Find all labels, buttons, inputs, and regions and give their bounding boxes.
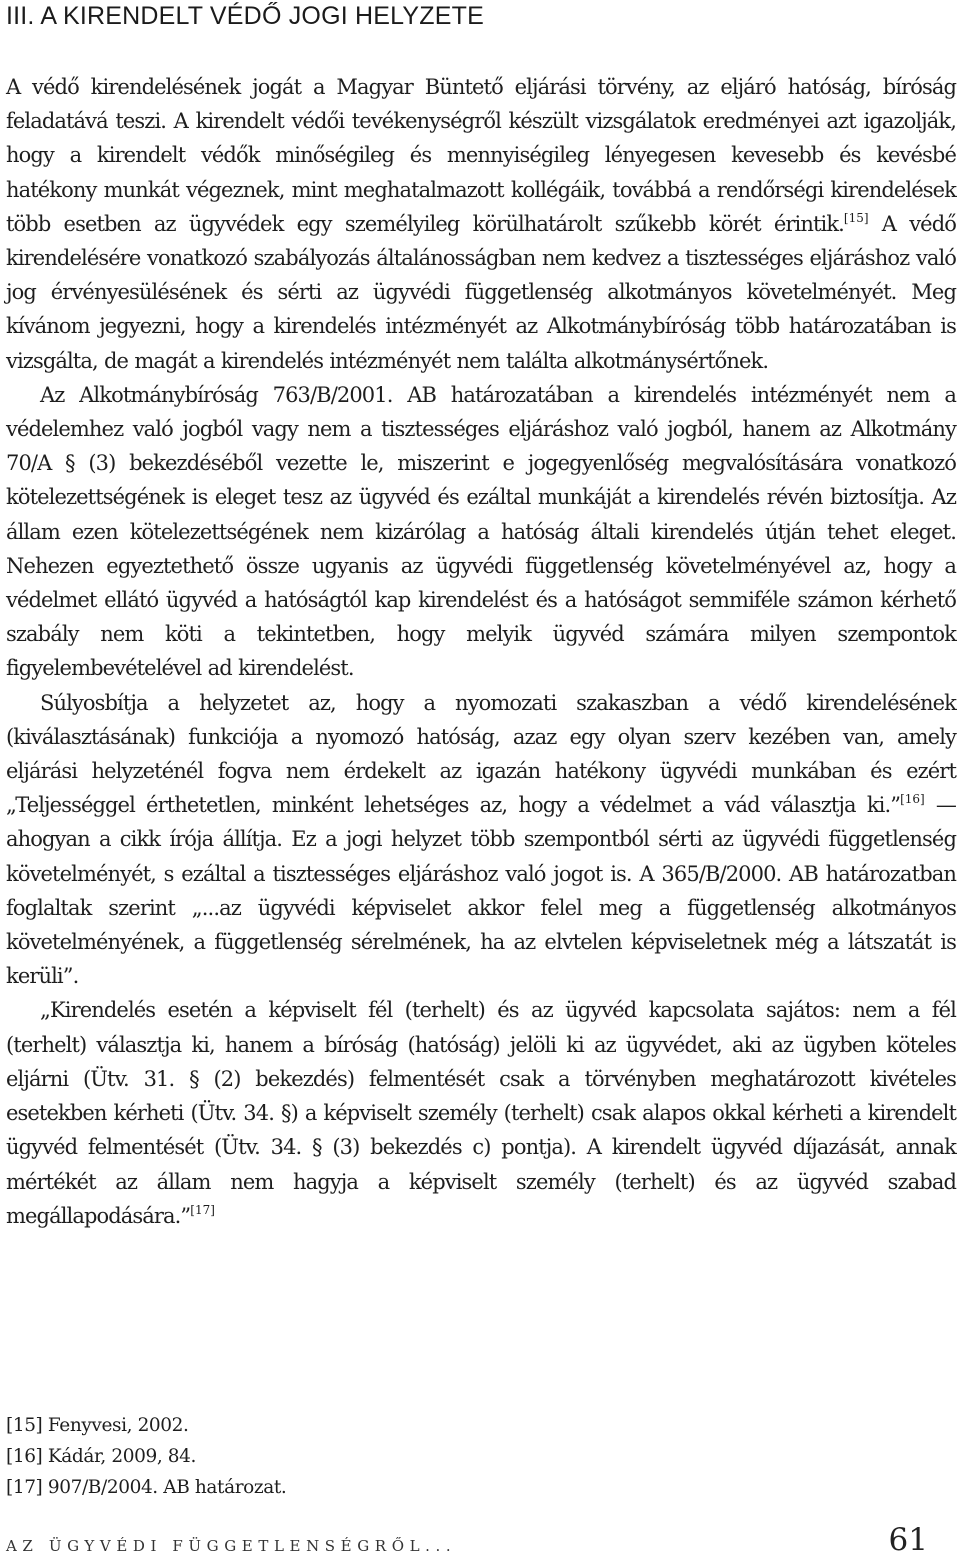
footnote-ref-17[interactable]: [17] xyxy=(190,1202,215,1217)
page-number: 61 xyxy=(888,1522,928,1558)
paragraph-1 xyxy=(6,70,956,378)
footnote-ref-16[interactable]: [16] xyxy=(900,792,925,807)
running-footer-title: AZ ÜGYVÉDI FÜGGETLENSÉGRŐL... xyxy=(6,1537,457,1555)
footnote-16: [16] Kádár, 2009, 84. xyxy=(6,1446,197,1467)
body-text xyxy=(6,70,956,1233)
paragraph-3 xyxy=(6,686,956,994)
paragraph-1-text-b: A védő kirendelésére vonatkozó szabályozás általánosságban nem kedvez a tisztességes eljáráshoz való jog érvényesülésének és sérti az ügyvédi függetlenség alkotmányos követelményét. Meg kívánom jegyezni, hogy a kirendelés intézményét az Alkotmánybíróság több határozatában is vizsgálta, de magát a kirendelés intézményét nem találta alkotmánysértőnek. xyxy=(6,211,956,373)
footnotes xyxy=(6,1410,286,1503)
paragraph-3-text-a: Súlyosbítja a helyzetet az, hogy a nyomozati szakaszban a védő kirendelésének (kiválasztásának) funkciója a nyomozó hatóság, azaz egy olyan szerv kezében van, amely eljárási helyzeténél fogva nem érdekelt az igazán hatékony ügyvédi munkában és ezért „Teljességgel érthetetlen, minként lehetséges az, hogy a védelmet a vád választja ki.” xyxy=(6,690,956,818)
paragraph-1-text-a: A védő kirendelésének jogát a Magyar Büntető eljárási törvény, az eljáró hatóság, bíróság feladatává teszi. A kirendelt védői tevékenységről készült vizsgálatok eredményei azt igazolják, hogy a kirendelt védők minőségileg és mennyiségileg lényegesen kevesebb és kevésbé hatékony munkát végeznek, mint meghatalmazott kollégáik, továbbá a rendőrségi kirendelések több esetben az ügyvédek egy személyileg körülhatárolt szűkebb körét érintik. xyxy=(6,75,956,236)
paragraph-4-text-a: „Kirendelés esetén a képviselt fél (terhelt) és az ügyvéd kapcsolata sajátos: nem a fél (terhelt) választja ki, hanem a bíróság (hatóság) jelöli ki az ügyvédet, aki az ügyben köteles eljárni (Ütv. 31. § (2) bekezdés) felmentését csak a törvényben meghatározott kivételes esetekben kérheti (Ütv. 34. §) a képviselt személy (terhelt) csak alapos okkal kérheti a kirendelt ügyvéd felmentését (Ütv. 34. § (3) bekezdés c) pontja). A kirendelt ügyvéd díjazását, annak mértékét az állam nem hagyja a képviselt személy (terhelt) és az ügyvéd szabad megállapodására.” xyxy=(6,998,956,1228)
paragraph-3-text-b: — ahogyan a cikk írója állítja. Ez a jogi helyzet több szempontból sérti az ügyvédi függetlenség követelményét, s ezáltal a tisztességes eljáráshoz való jogot is. A 365/B/2000. AB határozatban foglaltak szerint „...az ügyvédi képviselet akkor felel meg a függetlenség alkotmányos követelményének, a függetlenség sérelmének, ha az elvtelen képviseletnek még a látszatát is kerüli”. xyxy=(6,793,956,989)
footnote-ref-15[interactable]: [15] xyxy=(843,210,869,225)
paragraph-4 xyxy=(6,993,956,1232)
section-heading: III. A KIRENDELT VÉDŐ JOGI HELYZETE xyxy=(6,2,484,30)
paragraph-2: Az Alkotmánybíróság 763/B/2001. AB határozatában a kirendelés intézményét nem a védelemhez való jogból vagy nem a tisztességes eljáráshoz való jogból, hanem az Alkotmány 70/A § (3) bekezdéséből vezette le, miszerint e jogegyenlőség megvalósítására vonatkozó kötelezettségének is eleget tesz az ügyvéd és ezáltal munkáját a kirendelés révén biztosítja. Az állam ezen kötelezettségének nem kizárólag a hatóság általi kirendelés útján tehet eleget. Nehezen egyeztethető össze ugyanis az ügyvédi függetlenség követelményével az, hogy a védelmet ellátó ügyvéd a hatóságtól kap kirendelést és a hatóságot semmiféle számon kérhető szabály nem köti a tekintetben, hogy melyik ügyvéd számára milyen szempontok figyelembevételével ad kirendelést. xyxy=(6,382,956,681)
footnote-17: [17] 907/B/2004. AB határozat. xyxy=(6,1477,287,1498)
footnote-15: [15] Fenyvesi, 2002. xyxy=(6,1415,189,1436)
